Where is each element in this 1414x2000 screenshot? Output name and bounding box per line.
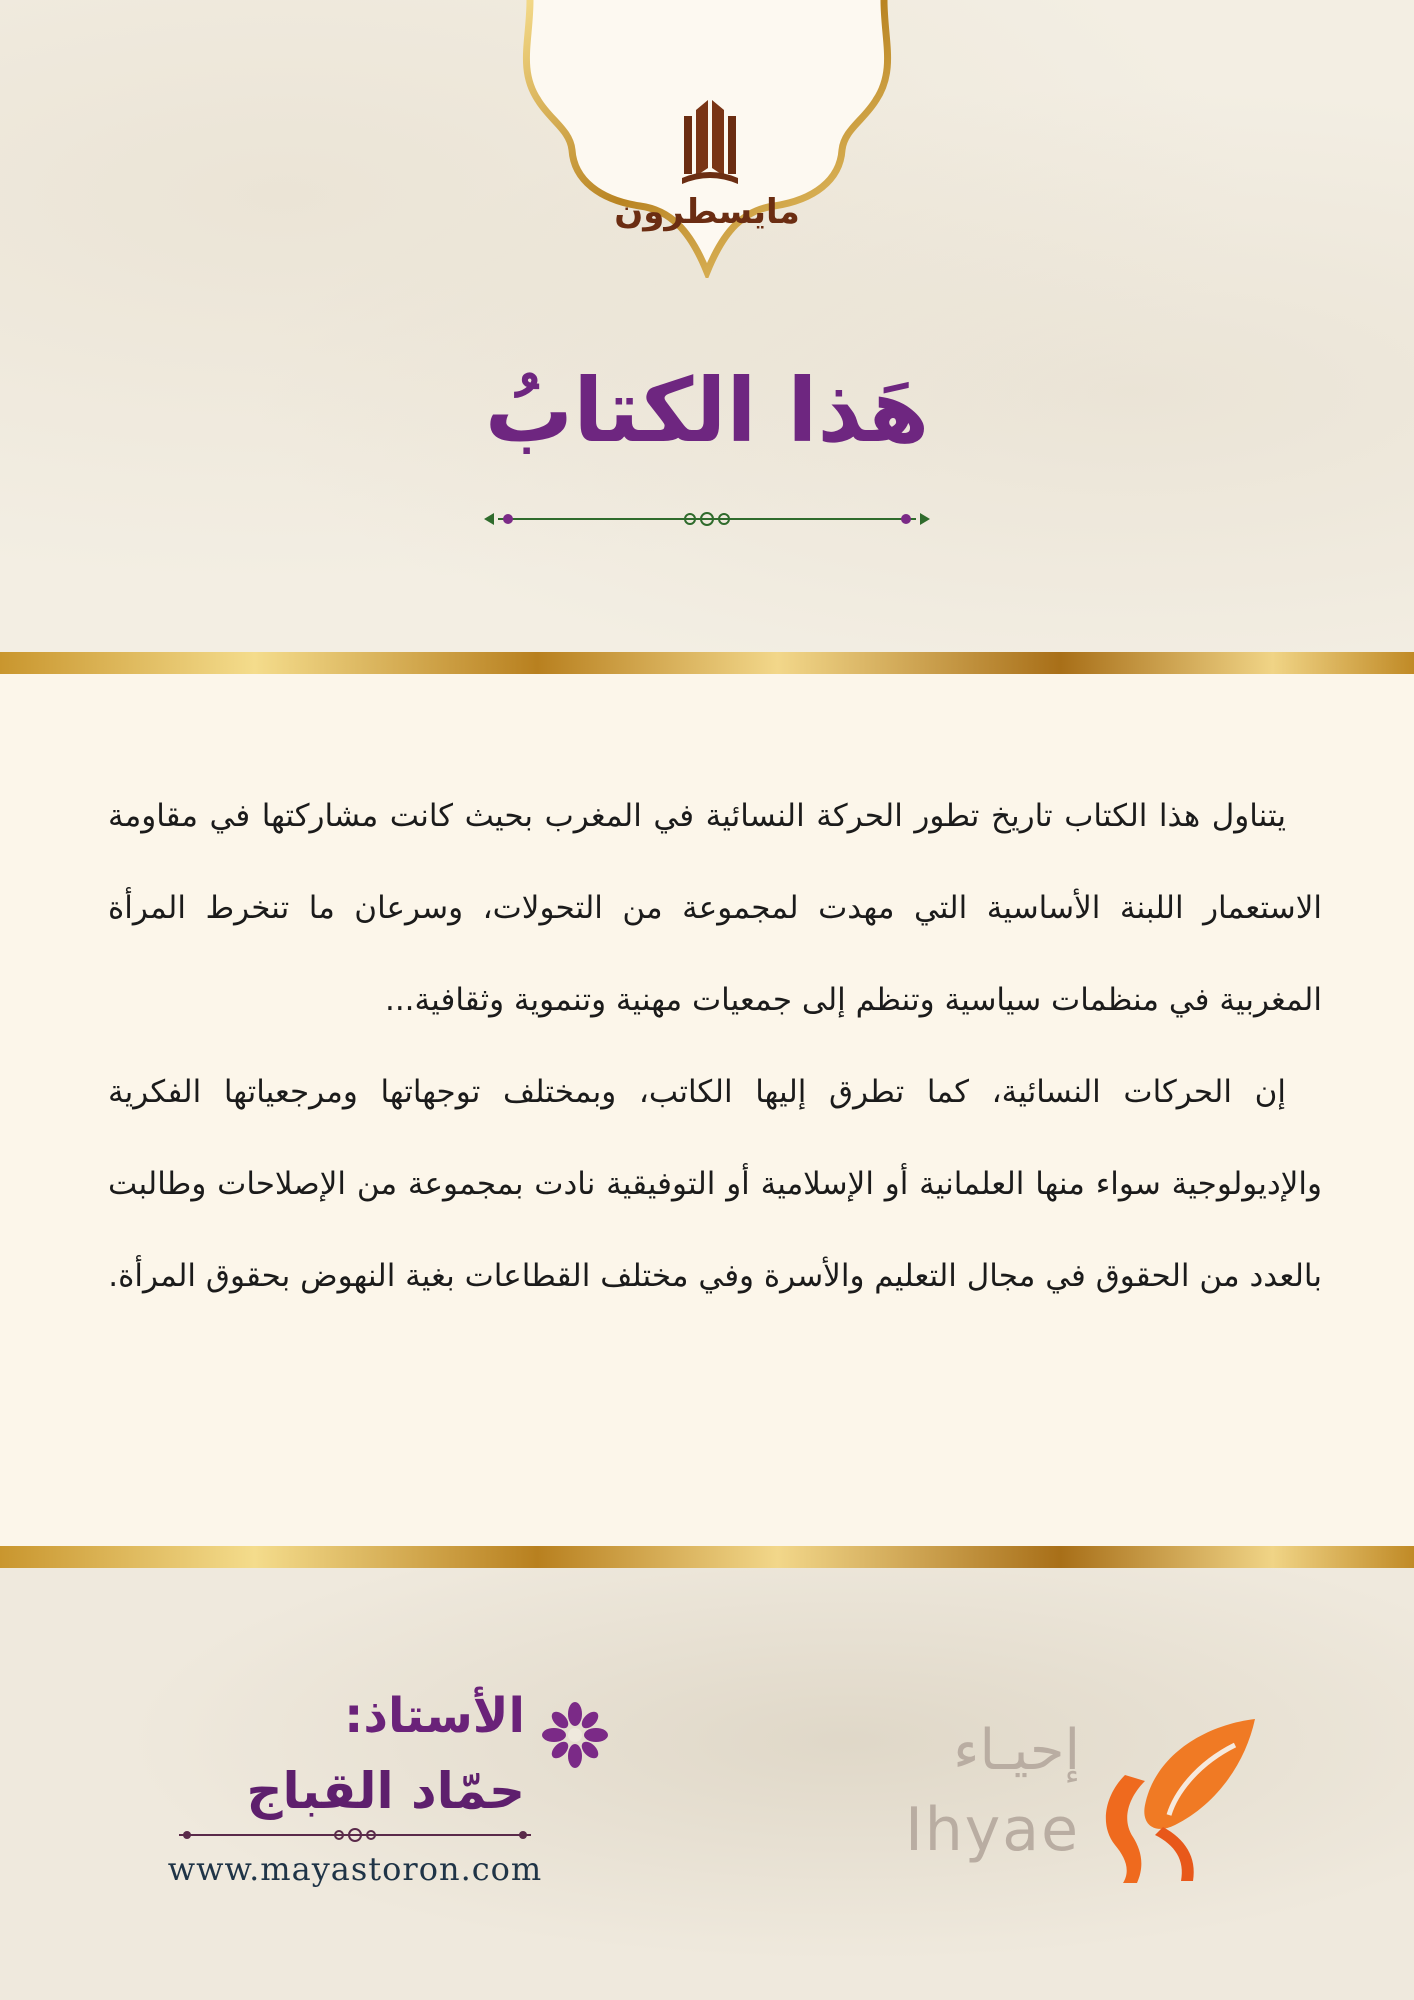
book-logo-icon bbox=[678, 96, 742, 188]
title-ornament-divider bbox=[478, 505, 936, 533]
logo-wordmark: مايسطرون bbox=[614, 192, 800, 232]
author-name: حمّاد القباج bbox=[246, 1762, 525, 1820]
bottom-gold-band bbox=[0, 1546, 1414, 1568]
page-title: هَذا الكتابُ bbox=[484, 359, 930, 462]
description-paragraph-2: إن الحركات النسائية، كما تطرق إليها الكاتب، وبمختلف توجهاتها ومرجعياتها الفكرية والإديولوجية سواء منها العلمانية أو الإسلامية أو التوفيقية نادت بمجموعة من الإصلاحات وطالبت بالعدد من الحقوق في مجال التعليم والأسرة وفي مختلف القطاعات بغية النهوض بحقوق المرأة. bbox=[108, 1074, 1322, 1294]
publisher-name-latin: Ihyae bbox=[905, 1795, 1080, 1865]
flower-ornament-icon bbox=[540, 1700, 610, 1770]
publisher-name-arabic: إحيـاء bbox=[953, 1718, 1080, 1783]
description-paragraph-1: يتناول هذا الكتاب تاريخ تطور الحركة النسائية في المغرب بحيث كانت مشاركتها في مقاومة الاستعمار اللبنة الأساسية التي مهدت لمجموعة من التحولات، وسرعان ما تنخرط المرأة المغربية في منظمات سياسية وتنظم إلى جمعيات مهنية وتنموية وثقافية... bbox=[108, 798, 1322, 1018]
website-link[interactable]: www.mayastoron.com bbox=[167, 1850, 543, 1888]
top-gold-band bbox=[0, 652, 1414, 674]
author-label: الأستاذ: bbox=[344, 1688, 525, 1744]
book-description bbox=[108, 770, 1322, 1322]
author-ornament-divider bbox=[165, 1820, 545, 1850]
ihyae-leaf-logo-icon bbox=[1085, 1715, 1265, 1885]
